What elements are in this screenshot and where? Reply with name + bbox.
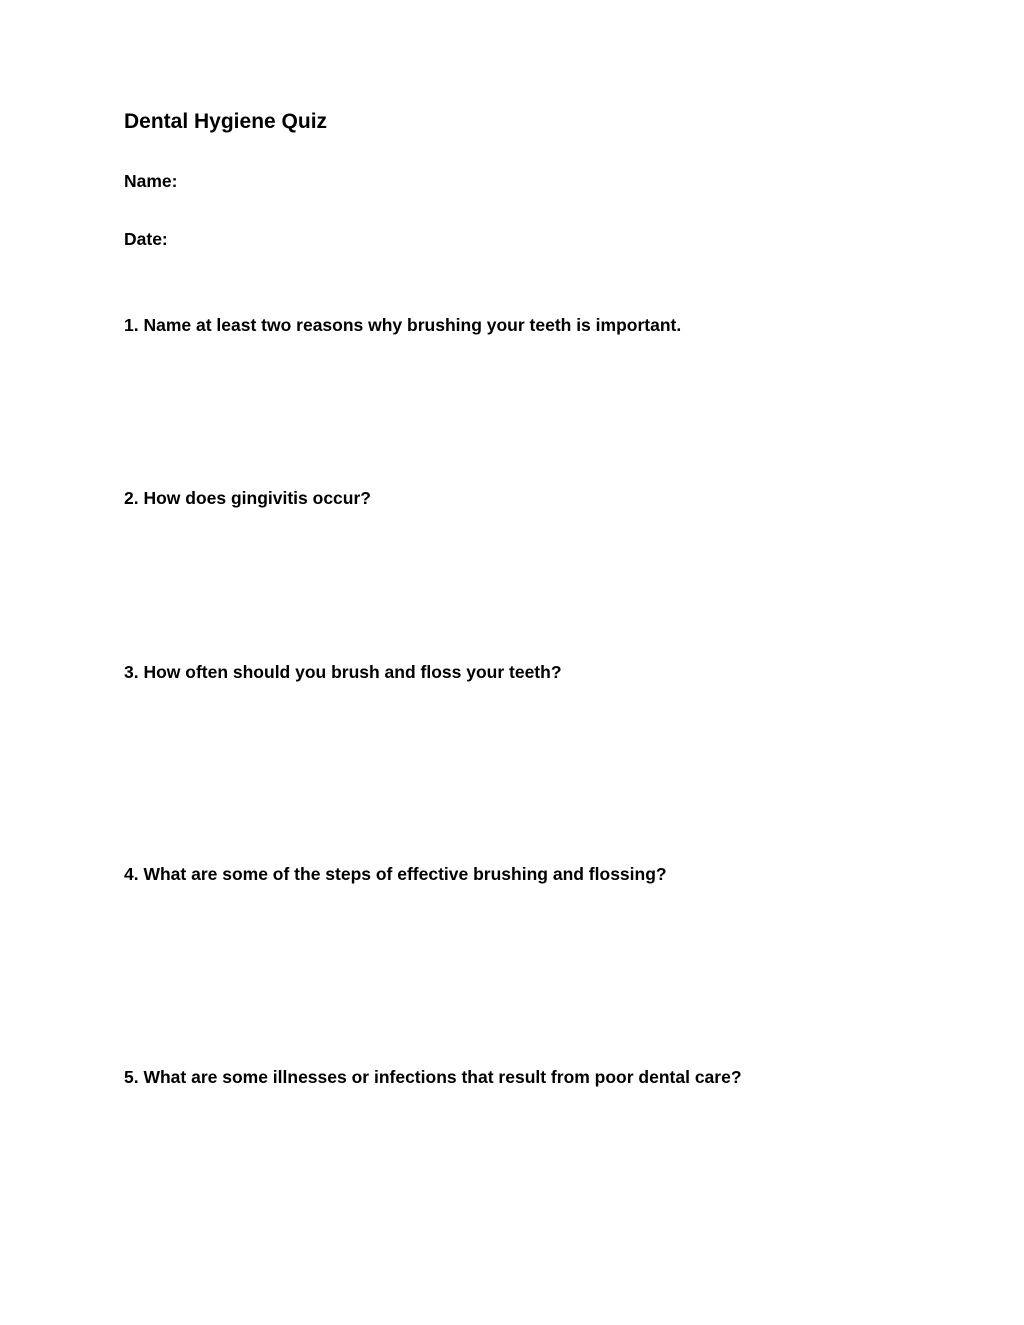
name-label: Name: [124,171,178,191]
question-3: 3. How often should you brush and floss your teeth? [124,662,562,682]
date-label: Date: [124,229,168,249]
question-4: 4. What are some of the steps of effective brushing and flossing? [124,864,667,884]
question-2: 2. How does gingivitis occur? [124,488,371,508]
question-5: 5. What are some illnesses or infections that result from poor dental care? [124,1067,742,1087]
page-title: Dental Hygiene Quiz [124,110,328,133]
question-1: 1. Name at least two reasons why brushing your teeth is important. [124,315,682,335]
